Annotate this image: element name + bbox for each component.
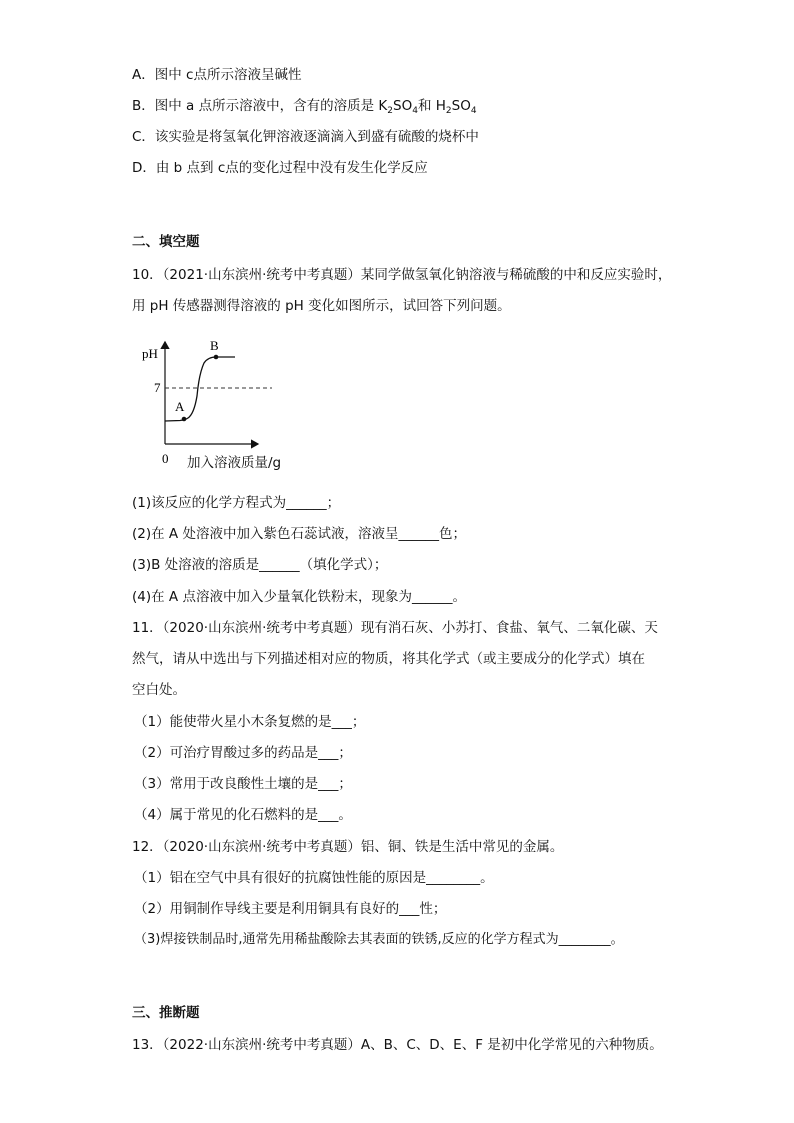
q12-text-line1: 12．（2020·山东滨州·统考中考真题）铝、铜、铁是生活中常见的金属。 — [132, 839, 564, 855]
tick-7-label: 7 — [154, 380, 161, 395]
q12-sub2: （2）用铜制作导线主要是利用铜具有良好的___性； — [134, 901, 447, 917]
option-d: D．由 b 点到 c点的变化过程中没有发生化学反应 — [132, 160, 428, 176]
q11-sub3: （3）常用于改良酸性土壤的是___； — [134, 776, 352, 792]
q10-text-line1: 10．（2021·山东滨州·统考中考真题）某同学做氢氧化钠溶液与稀硫酸的中和反应实验时， — [132, 267, 672, 283]
option-c: C．该实验是将氢氧化钾溶液逐滴滴入到盛有硫酸的烧杯中 — [132, 129, 479, 145]
section-heading-fill-in: 二、填空题 — [132, 234, 200, 250]
point-a-label: A — [175, 399, 185, 414]
q10-sub4: (4)在 A 点溶液中加入少量氧化铁粉末，现象为______。 — [132, 589, 466, 605]
q11-text-line1: 11．（2020·山东滨州·统考中考真题）现有消石灰、小苏打、食盐、氧气、二氧化碳、天 — [132, 620, 658, 636]
section-heading-inference: 三、推断题 — [132, 1005, 200, 1021]
point-a-marker — [182, 417, 187, 422]
q10-sub1: (1)该反应的化学方程式为______； — [132, 495, 341, 511]
option-a: A．图中 c点所示溶液呈碱性 — [132, 67, 302, 83]
q10-text-line2: 用 pH 传感器测得溶液的 pH 变化如图所示，试回答下列问题。 — [132, 298, 511, 314]
x-axis-label: 加入溶液质量/g — [187, 455, 282, 471]
q11-sub4: （4）属于常见的化石燃料的是___。 — [134, 807, 352, 823]
q11-sub1: （1）能使带火星小木条复燃的是___； — [134, 714, 366, 730]
q13-text-line1: 13．（2022·山东滨州·统考中考真题）A、B、C、D、E、F 是初中化学常见的六种物质。 — [132, 1037, 663, 1053]
q12-sub3: （3)焊接铁制品时,通常先用稀盐酸除去其表面的铁锈,反应的化学方程式为________。 — [134, 932, 624, 947]
q12-sub1: （1）铝在空气中具有很好的抗腐蚀性能的原因是________。 — [134, 870, 494, 886]
origin-label: 0 — [162, 451, 169, 466]
point-b-label: B — [210, 338, 219, 353]
option-b: B．图中 a 点所示溶液中，含有的溶质是 $K_2SO_4$和 $H_2SO_4$ — [132, 98, 477, 116]
point-b-marker — [214, 355, 219, 360]
q10-sub2: (2)在 A 处溶液中加入紫色石蕊试液，溶液呈______色； — [132, 526, 466, 542]
q11-text-line3: 空白处。 — [132, 682, 186, 698]
q11-sub2: （2）可治疗胃酸过多的药品是___； — [134, 745, 352, 761]
q11-text-line2: 然气，请从中选出与下列描述相对应的物质，将其化学式（或主要成分的化学式）填在 — [132, 651, 645, 667]
q10-sub3: (3)B 处溶液的溶质是______（填化学式）； — [132, 557, 388, 573]
y-axis-label: pH — [142, 346, 158, 361]
